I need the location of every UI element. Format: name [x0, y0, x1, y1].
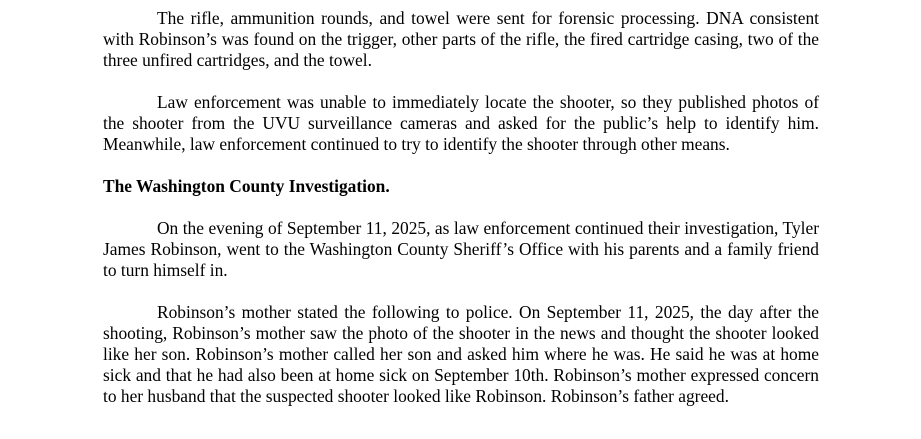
paragraph-turn-himself-in: On the evening of September 11, 2025, as law enforcement continued their investigation, Tyler James Robinson, went to the Washington County Sheriff’s Office with his parents and a family friend to turn himself in. [103, 218, 819, 280]
paragraph-forensic-processing: The rifle, ammunition rounds, and towel were sent for forensic processing. DNA consistent with Robinson’s was found on the trigger, other parts of the rifle, the fired cartridge casing, two of the three unfired cartridges, and the towel. [103, 8, 819, 70]
paragraph-mother-statement: Robinson’s mother stated the following to police. On September 11, 2025, the day after the shooting, Robinson’s mother saw the photo of the shooter in the news and thought the shooter looked like her son. Robinson’s mother called her son and asked him where he was. He said he was at home sick and that he had also been at home sick on September 10th. Robinson’s mother expressed concern to her husband that the suspected shooter looked like Robinson. Robinson’s father agreed. [103, 302, 819, 406]
paragraph-surveillance-photos: Law enforcement was unable to immediately locate the shooter, so they published photos of the shooter from the UVU surveillance cameras and asked for the public’s help to identify him. Meanwhile, law enforcement continued to try to identify the shooter through other means. [103, 92, 819, 154]
document-page [103, 8, 819, 428]
section-heading: The Washington County Investigation. [103, 176, 390, 196]
